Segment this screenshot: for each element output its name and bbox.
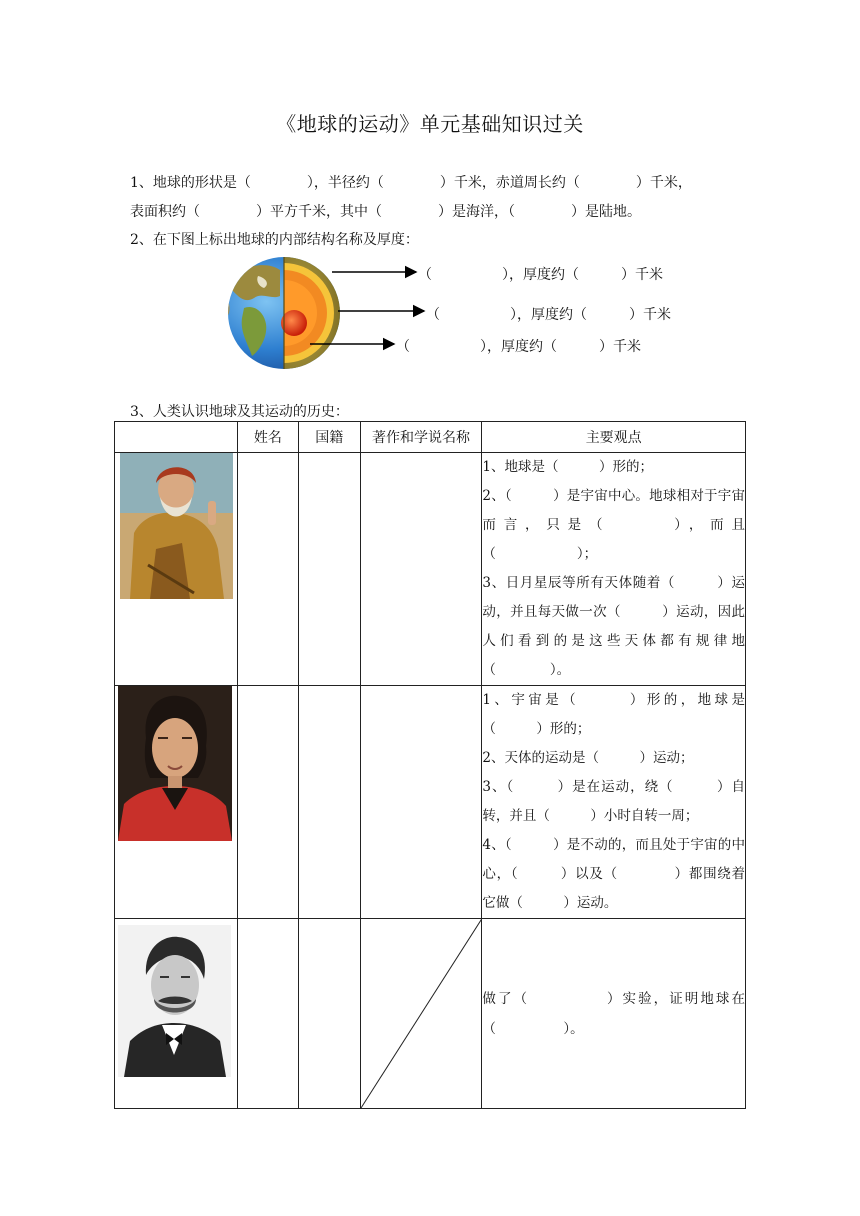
header-main-views: 主要观点: [482, 422, 746, 453]
view-point: 做了（ ）实验，证明地球在（ ）。: [482, 990, 745, 1037]
works-cell[interactable]: [360, 686, 482, 919]
views-cell: [482, 686, 746, 919]
header-portrait: [115, 422, 238, 453]
view-point: 1、地球是（ ）形的；: [482, 459, 653, 475]
copernicus-portrait: [118, 686, 232, 841]
nationality-cell[interactable]: [298, 686, 360, 919]
view-point: 1、宇宙是（ ）形的，地球是（ ）形的；: [482, 692, 745, 737]
views-cell: [482, 453, 746, 686]
table-row: [115, 453, 746, 686]
diagonal-slash: [361, 919, 482, 1108]
core-label: （ ），厚度约（ ）千米: [396, 339, 641, 355]
name-cell[interactable]: [237, 919, 298, 1109]
name-cell[interactable]: [237, 686, 298, 919]
works-cell-crossed: [360, 919, 482, 1109]
question-1-line-1: 1、地球的形状是（ ），半径约（ ）千米，赤道周长约（ ）千米，: [130, 175, 692, 191]
question-3-prompt: 3、人类认识地球及其运动的历史：: [130, 404, 349, 420]
works-cell[interactable]: [360, 453, 482, 686]
document-title: 《地球的运动》单元基础知识过关: [276, 112, 584, 136]
view-point: 2、（ ）是宇宙中心。地球相对于宇宙而言，只是（ ），而且（ ）；: [482, 488, 745, 562]
portrait-cell: [115, 919, 238, 1109]
header-works: 著作和学说名称: [360, 422, 482, 453]
name-cell[interactable]: [237, 453, 298, 686]
view-point: 3、日月星辰等所有天体随着（ ）运动，并且每天做一次（ ）运动，因此人们看到的是这些天体都有规律地（ ）。: [482, 575, 745, 678]
header-name: 姓名: [237, 422, 298, 453]
portrait-cell: [115, 686, 238, 919]
question-2-prompt: 2、在下图上标出地球的内部结构名称及厚度：: [130, 232, 419, 248]
nationality-cell[interactable]: [298, 453, 360, 686]
portrait-cell: [115, 453, 238, 686]
history-table: [114, 421, 746, 1109]
ptolemy-portrait: [120, 453, 233, 599]
view-point: 2、天体的运动是（ ）运动；: [482, 750, 694, 766]
header-nationality: 国籍: [298, 422, 360, 453]
table-header-row: [115, 422, 746, 453]
question-1-line-2: 表面积约（ ）平方千米，其中（ ）是海洋，（ ）是陆地。: [130, 204, 641, 220]
crust-label: （ ），厚度约（ ）千米: [418, 267, 663, 283]
nationality-cell[interactable]: [298, 919, 360, 1109]
view-point: 3、（ ）是在运动，绕（ ）自转，并且（ ）小时自转一周；: [482, 779, 745, 824]
views-cell: [482, 919, 746, 1109]
table-row: [115, 686, 746, 919]
foucault-portrait: [118, 925, 231, 1077]
table-row: [115, 919, 746, 1109]
mantle-label: （ ），厚度约（ ）千米: [426, 307, 671, 323]
view-point: 4、（ ）是不动的，而且处于宇宙的中心，（ ）以及（ ）都围绕着它做（ ）运动。: [482, 837, 745, 911]
